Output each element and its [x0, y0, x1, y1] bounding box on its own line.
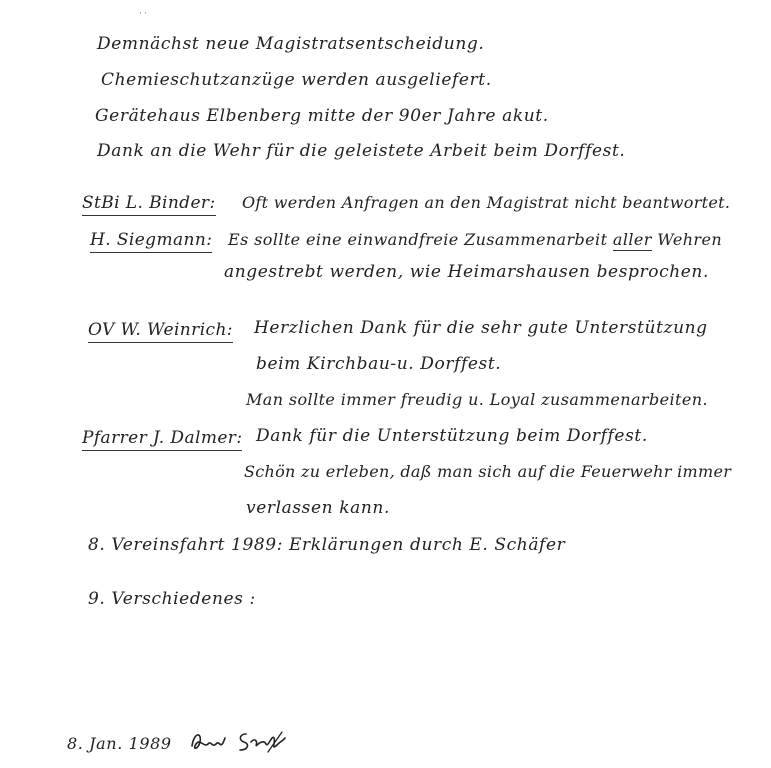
remark-line: verlassen kann. — [246, 498, 390, 518]
remark-line: Dank für die Unterstützung beim Dorffest. — [256, 426, 648, 446]
remark-line: angestrebt werden, wie Heimarshausen besprochen. — [224, 262, 709, 282]
footer-date: 8. Jan. 1989 — [67, 734, 172, 753]
agenda-item-8: 8. Vereinsfahrt 1989: Erklärungen durch E. Schäfer — [88, 535, 566, 555]
speaker-siegmann: H. Siegmann: — [90, 232, 212, 253]
opening-line: Gerätehaus Elbenberg mitte der 90er Jahre akut. — [95, 106, 549, 126]
remark-text: Wehren — [657, 230, 723, 249]
agenda-item-9: 9. Verschiedenes : — [88, 589, 256, 609]
remark-line: Oft werden Anfragen an den Magistrat nicht beantwortet. — [242, 193, 731, 212]
remark-text: Es sollte eine einwandfreie Zusammenarbeit — [228, 230, 608, 249]
speaker-binder: StBi L. Binder: — [82, 195, 216, 216]
speaker-dalmer: Pfarrer J. Dalmer: — [82, 430, 242, 451]
remark-line: Herzlichen Dank für die sehr gute Unterstützung — [254, 318, 708, 338]
remark-line: Man sollte immer freudig u. Loyal zusammenarbeiten. — [246, 390, 708, 409]
speaker-weinrich: OV W. Weinrich: — [88, 322, 233, 343]
remark-line: Schön zu erleben, daß man sich auf die Feuerwehr immer — [244, 462, 732, 481]
remark-line — [228, 232, 722, 248]
opening-line: Chemieschutzanzüge werden ausgeliefert. — [101, 70, 492, 90]
ink-speck: ˙˙ — [137, 12, 147, 23]
opening-line: Dank an die Wehr für die geleistete Arbeit beim Dorffest. — [97, 141, 626, 161]
opening-line: Demnächst neue Magistratsentscheidung. — [97, 34, 485, 54]
emphasized-word: aller — [612, 230, 652, 249]
handwritten-signature — [188, 726, 288, 758]
remark-line: beim Kirchbau-u. Dorffest. — [256, 354, 502, 374]
